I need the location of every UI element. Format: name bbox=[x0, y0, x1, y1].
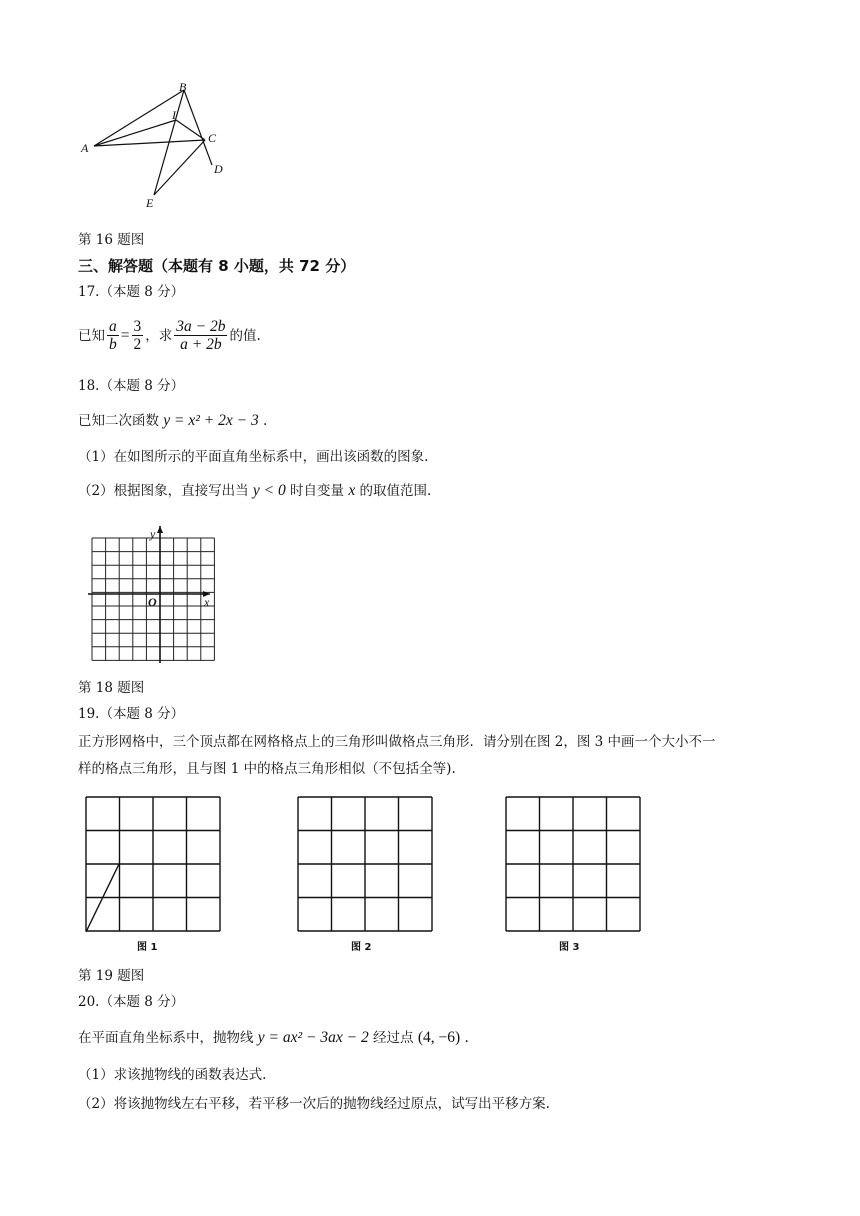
q19-figure-3-grid bbox=[506, 797, 640, 959]
q20-part1: （1）求该抛物线的函数表达式. bbox=[78, 1067, 267, 1083]
q18-caption: 第 18 题图 bbox=[78, 680, 145, 696]
label-B: B bbox=[179, 80, 187, 94]
fig16-caption: 第 16 题图 bbox=[78, 232, 145, 248]
q18-part2-suffix: 的取值范围. bbox=[359, 483, 432, 499]
q17-fraction-a-over-b bbox=[107, 318, 119, 353]
segment-IC bbox=[176, 120, 205, 140]
q18-header: 18.（本题 8 分） bbox=[78, 378, 185, 394]
q18-part2-condition: y < 0 bbox=[252, 482, 286, 499]
q18-part2-mid: 时自变量 bbox=[290, 483, 345, 499]
section3-title: 三、解答题（本题有 8 小题，共 72 分） bbox=[78, 257, 356, 275]
q17-header: 17.（本题 8 分） bbox=[78, 284, 185, 300]
q17-frac3-den: a + 2b bbox=[180, 336, 222, 353]
q20-line1-suffix: . bbox=[464, 1030, 469, 1046]
q18-part2 bbox=[78, 482, 431, 500]
q17-frac3-num: 3a − 2b bbox=[176, 318, 226, 335]
q19-header: 19.（本题 8 分） bbox=[78, 706, 185, 722]
label-A: A bbox=[81, 141, 89, 155]
q18-y-axis-arrow bbox=[157, 526, 163, 533]
q20-header: 20.（本题 8 分） bbox=[78, 994, 185, 1010]
q17-fraction-expression bbox=[174, 318, 227, 353]
label-D: D bbox=[214, 162, 223, 176]
q20-line1-prefix: 在平面直角坐标系中，抛物线 bbox=[78, 1030, 254, 1046]
q18-line1-prefix: 已知二次函数 bbox=[78, 413, 159, 429]
q17-prefix: 已知 bbox=[78, 327, 105, 344]
q18-line1-suffix: . bbox=[263, 413, 268, 429]
q17-mid: ，求 bbox=[145, 327, 173, 344]
q18-coordinate-grid bbox=[86, 522, 226, 664]
q20-part2: （2）将该抛物线左右平移，若平移一次后的抛物线经过原点，试写出平移方案. bbox=[78, 1096, 550, 1112]
q19-line1: 正方形网格中，三个顶点都在网格格点上的三角形叫做格点三角形．请分别在图 2，图 3 中画一个大小不一 bbox=[78, 734, 716, 750]
q18-origin-label: O bbox=[148, 595, 157, 609]
q18-function: y = x² + 2x − 3 bbox=[163, 412, 259, 429]
q17-equals: = bbox=[120, 326, 130, 344]
q17-body bbox=[78, 318, 261, 353]
q20-line1-mid: 经过点 bbox=[373, 1030, 414, 1046]
q17-suffix: 的值. bbox=[229, 327, 261, 344]
q18-part2-variable: x bbox=[348, 482, 356, 499]
q17-frac2-num: 3 bbox=[133, 318, 142, 335]
q20-parabola: y = ax² − 3ax − 2 bbox=[257, 1029, 369, 1046]
fig16-diagram bbox=[78, 80, 238, 215]
q17-frac2-den: 2 bbox=[133, 336, 142, 353]
label-C: C bbox=[208, 131, 217, 145]
label-E: E bbox=[146, 196, 154, 210]
q17-frac1-num: a bbox=[109, 318, 117, 335]
q19-figure-2-grid bbox=[298, 797, 432, 959]
q19-figure-1-label: 图 1 bbox=[137, 942, 158, 953]
q18-y-axis-label: y bbox=[150, 527, 156, 541]
q19-caption: 第 19 题图 bbox=[78, 968, 145, 984]
q17-frac1-den: b bbox=[109, 336, 117, 353]
q20-point: (4, −6) bbox=[417, 1029, 461, 1046]
q19-figure-3-label: 图 3 bbox=[559, 942, 580, 953]
q18-x-axis-label: x bbox=[204, 595, 210, 609]
label-I: I bbox=[172, 108, 176, 122]
q19-figure-1-grid bbox=[86, 797, 220, 959]
q19-line2: 样的格点三角形，且与图 1 中的格点三角形相似（不包括全等). bbox=[78, 761, 456, 777]
segment-BD bbox=[184, 90, 212, 165]
q17-fraction-3-over-2 bbox=[132, 318, 144, 353]
q18-line1 bbox=[78, 412, 267, 430]
q18-part1: （1）在如图所示的平面直角坐标系中，画出该函数的图象. bbox=[78, 449, 429, 465]
q20-line1 bbox=[78, 1029, 469, 1047]
q18-part2-prefix: （2）根据图象，直接写出当 bbox=[78, 483, 249, 499]
q19-figure-2-label: 图 2 bbox=[351, 942, 372, 953]
